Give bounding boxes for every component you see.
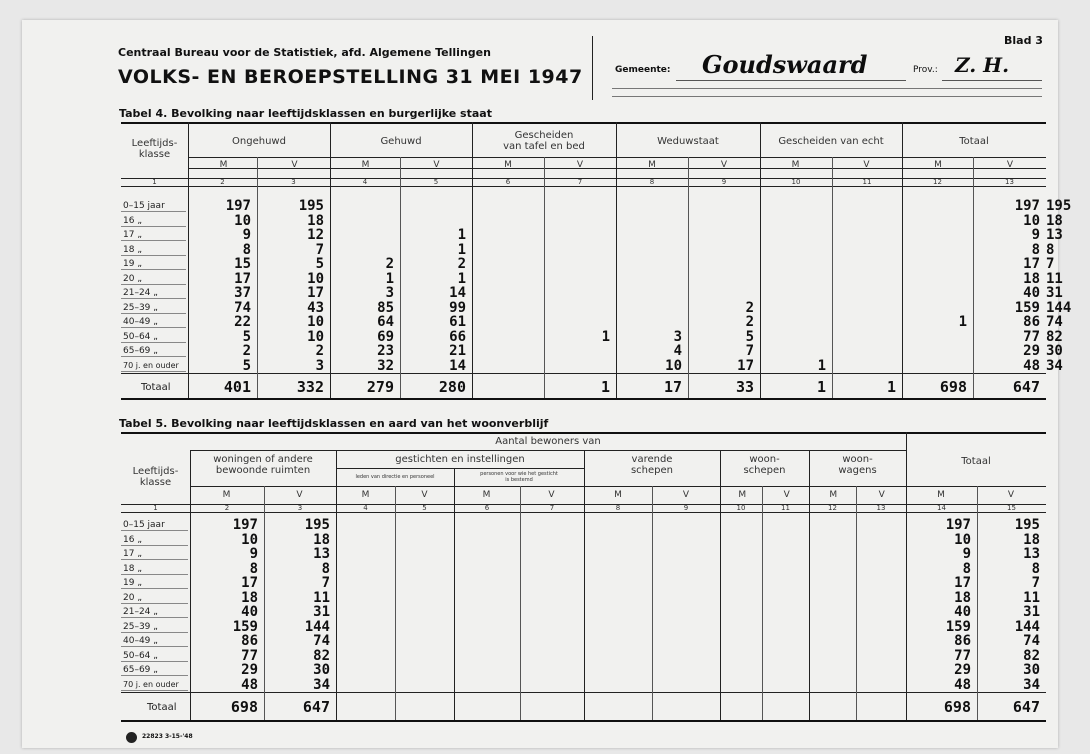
tabel5-cell: 86 xyxy=(241,633,258,649)
tabel4-m-header: M xyxy=(361,160,370,170)
tabel4-cell: 22 xyxy=(234,314,251,330)
tabel5-leeftijd-header: Leeftijds- klasse xyxy=(132,466,179,488)
tabel5-m-header: M xyxy=(222,490,231,500)
tabel4-cell: 8 xyxy=(242,241,251,258)
tabel4-colnum: 11 xyxy=(862,178,872,186)
tabel4-colnum: 10 xyxy=(791,178,801,186)
tabel5-cell: 74 xyxy=(1023,633,1040,649)
tabel5-cell: 17 xyxy=(241,575,258,591)
tabel4-total-cell: 280 xyxy=(438,378,466,396)
tabel4-cell: 10 xyxy=(307,328,324,345)
tabel4-total-cell: 698 xyxy=(939,378,967,396)
tabel4-colnum: 8 xyxy=(649,178,655,186)
tabel5-colnum: 1 xyxy=(153,504,158,512)
tabel5-cell: 82 xyxy=(1023,647,1040,664)
tabel4-cell: 10 xyxy=(665,357,682,374)
tabel4-group-header: Gescheiden van echt xyxy=(778,136,884,147)
tabel5-cell: 159 xyxy=(232,618,258,635)
print-code: 22823 3-15-'48 xyxy=(142,733,193,740)
tabel5-group-header: woningen of andere bewoonde ruimten xyxy=(213,454,313,476)
tabel5-colnum: 5 xyxy=(422,504,427,512)
tabel5-colnum: 8 xyxy=(615,504,621,512)
tabel5-cell: 18 xyxy=(1023,531,1040,548)
tabel5-cell: 8 xyxy=(1031,560,1040,577)
tabel5-cell: 40 xyxy=(954,604,971,620)
tabel4-m-header: M xyxy=(934,160,942,170)
tabel5-cell: 30 xyxy=(313,662,330,678)
tabel5-colnum: 10 xyxy=(736,504,746,512)
tabel5-age-label: 0–15 jaar xyxy=(123,520,165,530)
tabel4-cell: 13 xyxy=(1046,227,1063,243)
tabel4-cell: 3 xyxy=(385,285,394,301)
tabel5-age-label: 65–69 „ xyxy=(123,665,158,675)
tabel5-cell: 34 xyxy=(1023,676,1040,693)
tabel5-age-label: 40–49 „ xyxy=(123,636,158,646)
tabel4-cell: 85 xyxy=(377,299,394,316)
tabel4-v-header: V xyxy=(863,160,870,170)
tabel4-m-header: M xyxy=(504,160,512,170)
tabel5-m-header: M xyxy=(738,490,747,500)
tabel5-subgroup-header: personen voor wie het gesticht is bestemd xyxy=(480,471,558,483)
tabel5-cell: 48 xyxy=(954,676,971,693)
tabel4-title: Tabel 4. Bevolking naar leeftijdsklassen en burgerlijke staat xyxy=(119,107,492,120)
tabel4-cell: 5 xyxy=(242,357,251,374)
tabel4-total-cell: 1 xyxy=(886,378,896,396)
tabel5-cell: 8 xyxy=(249,560,258,577)
tabel5-group-header: Totaal xyxy=(961,456,991,467)
tabel5-cell: 7 xyxy=(1031,575,1040,591)
tabel5-age-label: 18 „ xyxy=(123,563,142,574)
tabel4-cell: 74 xyxy=(234,299,251,316)
tabel5-colnum: 6 xyxy=(484,504,490,512)
tabel5-colnum: 7 xyxy=(549,504,555,512)
tabel4-cell: 1 xyxy=(601,328,610,345)
tabel5-cell: 8 xyxy=(962,560,971,577)
tabel5-cell: 195 xyxy=(1014,517,1040,533)
tabel5-age-label: 25–39 „ xyxy=(123,621,158,632)
tabel5-cell: 159 xyxy=(945,618,971,635)
tabel4-m-header: M xyxy=(219,160,228,170)
tabel4-cell: 144 xyxy=(1046,299,1072,316)
tabel5-colnum: 14 xyxy=(937,504,946,512)
tabel4-cell: 2 xyxy=(745,314,754,330)
tabel4-colnum: 12 xyxy=(933,178,942,186)
tabel4-v-header: V xyxy=(291,160,298,170)
tabel4-cell: 1 xyxy=(457,241,466,258)
gemeente-value: Goudswaard xyxy=(702,50,868,79)
tabel5-group-header: gestichten en instellingen xyxy=(395,454,525,465)
tabel4-leeftijd-header: Leeftijds- klasse xyxy=(131,138,178,160)
tabel5-cell: 9 xyxy=(249,546,258,562)
tabel4-cell: 48 xyxy=(1023,357,1040,374)
tabel4-total-cell: 33 xyxy=(735,378,754,396)
tabel4-cell: 2 xyxy=(385,256,394,272)
tabel5-cell: 77 xyxy=(241,647,258,664)
tabel4-cell: 2 xyxy=(457,256,466,272)
tabel4-age-label: 0–15 jaar xyxy=(123,201,165,211)
gemeente-label: Gemeente: xyxy=(615,65,671,75)
org-line: Centraal Bureau voor de Statistiek, afd. Algemene Tellingen xyxy=(118,46,491,59)
tabel4-cell: 2 xyxy=(315,343,324,359)
tabel4-total-cell: 647 xyxy=(1012,378,1040,396)
tabel4-age-label: 50–64 „ xyxy=(123,331,158,342)
tabel5-group-header: woon- schepen xyxy=(743,454,786,476)
tabel4-v-header: V xyxy=(720,160,728,170)
tabel4-cell: 17 xyxy=(737,357,754,374)
tabel4-total-cell: 1 xyxy=(816,378,826,396)
tabel4-total-cell: 279 xyxy=(366,378,394,396)
tabel4-cell: 17 xyxy=(307,285,324,301)
tabel5-cell: 197 xyxy=(232,517,258,533)
tabel4-cell: 15 xyxy=(234,256,251,272)
tabel5-cell: 10 xyxy=(954,531,971,548)
tabel4-v-header: V xyxy=(576,160,584,170)
tabel4-cell: 197 xyxy=(1014,198,1040,214)
tabel5-cell: 144 xyxy=(1014,618,1040,635)
tabel4-cell: 11 xyxy=(1046,270,1063,287)
tabel5-colnum: 4 xyxy=(363,504,368,512)
tabel4-colnum: 4 xyxy=(362,178,368,186)
tabel4-age-label: 65–69 „ xyxy=(123,346,158,356)
tabel4-cell: 1 xyxy=(385,270,394,287)
tabel4-colnum: 9 xyxy=(721,178,727,186)
tabel4-cell: 10 xyxy=(1023,212,1040,229)
tabel5-age-label: 20 „ xyxy=(123,592,142,603)
tabel5-cell: 8 xyxy=(321,560,330,577)
tabel5-cell: 31 xyxy=(1023,604,1040,620)
tabel5-cell: 18 xyxy=(241,589,258,606)
tabel5-cell: 17 xyxy=(954,575,971,591)
tabel5-cell: 29 xyxy=(241,662,258,678)
tabel4-cell: 66 xyxy=(449,328,466,345)
tabel4-total-cell: 1 xyxy=(600,378,610,396)
tabel4-cell: 8 xyxy=(1046,241,1055,258)
tabel5-cell: 30 xyxy=(1023,662,1040,678)
tabel4-cell: 5 xyxy=(315,256,324,272)
tabel5-age-label: 70 j. en ouder xyxy=(123,679,179,689)
tabel5-cell: 40 xyxy=(241,604,258,620)
tabel4-cell: 2 xyxy=(745,299,754,316)
tabel4-m-header: M xyxy=(648,160,656,170)
tabel5-v-header: V xyxy=(421,490,428,500)
tabel4-cell: 1 xyxy=(817,357,826,374)
tabel4-cell: 43 xyxy=(307,299,324,316)
tabel5-colnum: 11 xyxy=(781,504,790,512)
tabel4-cell: 30 xyxy=(1046,343,1063,359)
tabel4-cell: 1 xyxy=(457,270,466,287)
tabel4-cell: 1 xyxy=(958,314,967,330)
tabel4-age-label: 18 „ xyxy=(123,244,142,255)
tabel5-cell: 48 xyxy=(241,676,258,693)
tabel4-total-cell: 332 xyxy=(296,378,324,396)
tabel4-cell: 10 xyxy=(307,314,324,330)
tabel4-cell: 77 xyxy=(1023,328,1040,345)
tabel5-title: Tabel 5. Bevolking naar leeftijdsklassen en aard van het woonverblijf xyxy=(119,417,549,430)
tabel4-age-label: 16 „ xyxy=(123,215,142,226)
tabel4-cell: 1 xyxy=(457,227,466,243)
tabel4-colnum: 13 xyxy=(1005,178,1014,186)
tabel5-cell: 13 xyxy=(313,546,330,562)
tabel5-age-label: 16 „ xyxy=(123,534,142,545)
tabel4-cell: 159 xyxy=(1014,299,1040,316)
tabel5-v-header: V xyxy=(682,490,690,500)
tabel5-cell: 13 xyxy=(1023,546,1040,562)
tabel5-cell: 11 xyxy=(313,589,330,606)
tabel5-cell: 86 xyxy=(954,633,971,649)
tabel4-age-label: 70 j. en ouder xyxy=(123,360,179,370)
tabel4-cell: 197 xyxy=(225,198,251,214)
tabel4-colnum: 6 xyxy=(505,178,511,186)
tabel4-cell: 4 xyxy=(673,343,682,359)
tabel5-cell: 195 xyxy=(304,517,330,533)
tabel4-cell: 17 xyxy=(234,270,251,287)
tabel5-colnum: 12 xyxy=(828,504,837,512)
tabel5-cell: 197 xyxy=(945,517,971,533)
tabel4-age-label: 19 „ xyxy=(123,259,142,269)
tabel4-cell: 9 xyxy=(242,227,251,243)
tabel4-age-label: 17 „ xyxy=(123,230,142,240)
tabel4-v-header: V xyxy=(433,160,440,170)
tabel4-colnum: 7 xyxy=(577,178,583,186)
tabel4-cell: 99 xyxy=(449,299,466,316)
tabel4-cell: 5 xyxy=(242,328,251,345)
tabel4-cell: 195 xyxy=(298,198,324,214)
tabel5-total-cell: 698 xyxy=(943,698,971,716)
tabel5-v-header: V xyxy=(878,490,885,500)
tabel4-cell: 17 xyxy=(1023,256,1040,272)
tabel4-cell: 12 xyxy=(307,227,324,243)
tabel4-cell: 8 xyxy=(1031,241,1040,258)
tabel5-cell: 18 xyxy=(313,531,330,548)
print-code-icon xyxy=(126,732,137,743)
tabel4-cell: 64 xyxy=(377,314,394,330)
tabel5-cell: 11 xyxy=(1023,589,1040,606)
tabel4-cell: 18 xyxy=(307,212,324,229)
tabel5-colnum: 3 xyxy=(297,504,303,512)
tabel5-cell: 7 xyxy=(321,575,330,591)
tabel5-totaal-label: Totaal xyxy=(147,702,177,713)
prov-value: Z. H. xyxy=(955,53,1010,77)
tabel4-cell: 7 xyxy=(315,241,324,258)
tabel4-group-header: Totaal xyxy=(959,136,989,147)
tabel4-cell: 21 xyxy=(449,343,466,359)
tabel5-age-label: 17 „ xyxy=(123,549,142,559)
tabel4-colnum: 2 xyxy=(220,178,225,186)
tabel5-m-header: M xyxy=(937,490,945,500)
tabel4-cell: 9 xyxy=(1031,227,1040,243)
tabel5-cell: 29 xyxy=(954,662,971,678)
tabel4-cell: 10 xyxy=(307,270,324,287)
tabel4-cell: 5 xyxy=(745,328,754,345)
tabel5-colnum: 15 xyxy=(1007,504,1016,512)
tabel4-v-header: V xyxy=(1006,160,1014,170)
tabel5-cell: 10 xyxy=(241,531,258,548)
tabel4-cell: 10 xyxy=(234,212,251,229)
tabel5-m-header: M xyxy=(829,490,838,500)
tabel5-cell: 74 xyxy=(313,633,330,649)
tabel5-v-header: V xyxy=(296,490,303,500)
tabel4-cell: 3 xyxy=(673,328,682,345)
tabel4-cell: 3 xyxy=(315,357,324,374)
tabel5-cell: 77 xyxy=(954,647,971,664)
tabel4-cell: 61 xyxy=(449,314,466,330)
tabel5-v-header: V xyxy=(548,490,555,500)
tabel5-colnum: 2 xyxy=(224,504,230,512)
tabel4-cell: 7 xyxy=(745,343,754,359)
tabel4-colnum: 5 xyxy=(433,178,439,186)
tabel5-total-cell: 647 xyxy=(1012,698,1040,716)
tabel5-age-label: 50–64 „ xyxy=(123,650,158,661)
tabel4-age-label: 21–24 „ xyxy=(123,288,158,298)
tabel5-aantal-header: Aantal bewoners van xyxy=(495,436,601,447)
tabel4-cell: 18 xyxy=(1046,212,1063,229)
tabel5-m-header: M xyxy=(361,490,370,500)
tabel4-cell: 23 xyxy=(377,343,394,359)
tabel5-total-cell: 698 xyxy=(230,698,258,716)
tabel4-cell: 2 xyxy=(242,343,251,359)
tabel5-age-label: 21–24 „ xyxy=(123,607,158,617)
prov-label: Prov.: xyxy=(913,65,938,75)
tabel4-colnum: 3 xyxy=(291,178,296,186)
tabel5-colnum: 13 xyxy=(876,504,886,512)
tabel4-cell: 69 xyxy=(377,328,394,345)
tabel4-cell: 18 xyxy=(1023,270,1040,287)
blad-label: Blad 3 xyxy=(1004,34,1043,47)
tabel4-total-cell: 17 xyxy=(663,378,682,396)
tabel4-totaal-label: Totaal xyxy=(141,382,171,393)
tabel4-age-label: 25–39 „ xyxy=(123,302,158,313)
tabel5-cell: 18 xyxy=(954,589,971,606)
tabel5-v-header: V xyxy=(1007,490,1015,500)
tabel4-group-header: Weduwstaat xyxy=(657,136,719,147)
tabel4-cell: 82 xyxy=(1046,328,1063,345)
tabel5-cell: 144 xyxy=(304,618,330,635)
form-title: VOLKS- EN BEROEPSTELLING 31 MEI 1947 xyxy=(118,66,583,88)
tabel5-cell: 34 xyxy=(313,676,330,693)
tabel4-cell: 37 xyxy=(234,285,251,301)
tabel5-age-label: 19 „ xyxy=(123,578,142,588)
tabel4-age-label: 20 „ xyxy=(123,273,142,284)
tabel4-cell: 74 xyxy=(1046,314,1063,330)
tabel4-cell: 14 xyxy=(449,285,466,301)
tabel4-group-header: Gescheiden van tafel en bed xyxy=(503,130,585,152)
census-form-sheet xyxy=(22,20,1072,748)
tabel4-cell: 195 xyxy=(1046,198,1072,214)
tabel4-cell: 40 xyxy=(1023,285,1040,301)
tabel5-v-header: V xyxy=(783,490,790,500)
tabel4-total-cell: 401 xyxy=(223,378,251,396)
tabel5-m-header: M xyxy=(614,490,622,500)
tabel4-m-header: M xyxy=(791,160,800,170)
tabel5-total-cell: 647 xyxy=(302,698,330,716)
tabel4-cell: 34 xyxy=(1046,357,1063,374)
tabel5-subgroup-header: leden van directie en personeel xyxy=(355,474,435,480)
tabel4-group-header: Gehuwd xyxy=(380,136,422,147)
tabel5-group-header: varende schepen xyxy=(630,454,674,476)
tabel4-cell: 31 xyxy=(1046,285,1063,301)
tabel4-cell: 86 xyxy=(1023,314,1040,330)
tabel5-cell: 82 xyxy=(313,647,330,664)
tabel5-colnum: 9 xyxy=(683,504,689,512)
tabel4-cell: 7 xyxy=(1046,256,1055,272)
tabel4-colnum: 1 xyxy=(152,178,157,186)
tabel4-cell: 14 xyxy=(449,357,466,374)
tabel4-cell: 29 xyxy=(1023,343,1040,359)
tabel5-cell: 9 xyxy=(962,546,971,562)
tabel4-cell: 32 xyxy=(377,357,394,374)
tabel4-age-label: 40–49 „ xyxy=(123,317,158,327)
tabel5-m-header: M xyxy=(482,490,491,500)
tabel5-group-header: woon- wagens xyxy=(838,454,877,476)
tabel5-cell: 31 xyxy=(313,604,330,620)
tabel4-group-header: Ongehuwd xyxy=(232,136,286,147)
